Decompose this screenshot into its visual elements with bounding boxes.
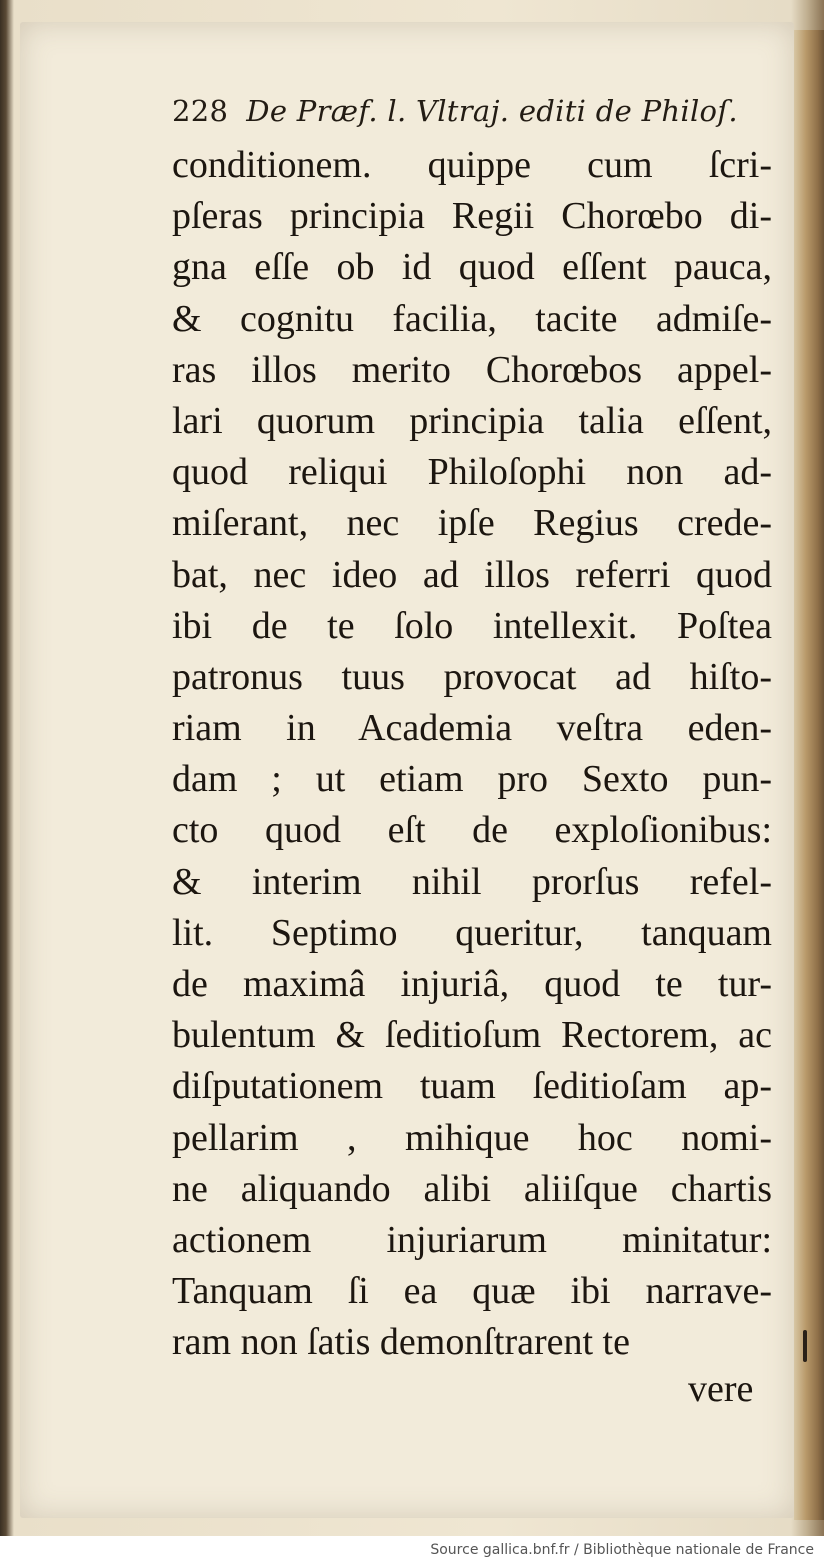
text-line: conditionem. quippe cum ſcri- (172, 144, 772, 186)
text-block (172, 140, 772, 1369)
text-line: cto quod eſt de exploſionibus: (172, 809, 772, 852)
text-line: Tanquam ſi ea quæ ibi narrave- (172, 1270, 772, 1313)
text-line: miſerant, nec ipſe Regius crede- (172, 502, 772, 545)
text-line: dam ; ut etiam pro Sexto pun- (172, 758, 772, 801)
text-line: patronus tuus provocat ad hiſto- (172, 655, 772, 698)
text-line: lari quorum principia talia eſſent, (172, 399, 772, 442)
text-line: lit. Septimo queritur, tanquam (172, 911, 772, 954)
text-line: pſeras principia Regii Chorœbo di- (172, 195, 772, 238)
text-line: gna eſſe ob id quod eſſent pauca, (172, 246, 772, 289)
margin-mark (803, 1330, 807, 1362)
running-head (172, 94, 772, 128)
text-line: quod reliqui Philoſophi non ad- (172, 451, 772, 494)
footer-bar (0, 1536, 824, 1566)
source-credit: Source gallica.bnf.fr / Bibliothèque nationale de France (430, 1542, 814, 1558)
text-line: & interim nihil prorſus refel- (172, 860, 772, 903)
text-line: ibi de te ſolo intellexit. Poſtea (172, 604, 772, 647)
text-line: ram non ſatis demonſtrarent te (172, 1321, 630, 1364)
text-line: ras illos merito Chorœbos appel- (172, 348, 772, 391)
text-line: bulentum & ſeditioſum Rectorem, ac (172, 1014, 772, 1057)
catchword: vere (688, 1368, 754, 1410)
text-line: & cognitu facilia, tacite admiſe- (172, 297, 772, 340)
text-line: ne aliquando alibi aliiſque chartis (172, 1167, 772, 1210)
text-line: pellarim , mihique hoc nomi- (172, 1116, 772, 1159)
text-line: de maximâ injuriâ, quod te tur- (172, 963, 772, 1005)
text-line: diſputationem tuam ſeditioſam ap- (172, 1065, 772, 1108)
page-edge (794, 30, 824, 1520)
text-line: actionem injuriarum minitatur: (172, 1218, 772, 1261)
page-number: 228 (172, 94, 229, 128)
running-title: De Præf. l. Vltraj. editi de Philoſ. (246, 94, 738, 128)
text-line: riam in Academia veſtra eden- (172, 707, 772, 750)
text-line: bat, nec ideo ad illos referri quod (172, 553, 772, 596)
